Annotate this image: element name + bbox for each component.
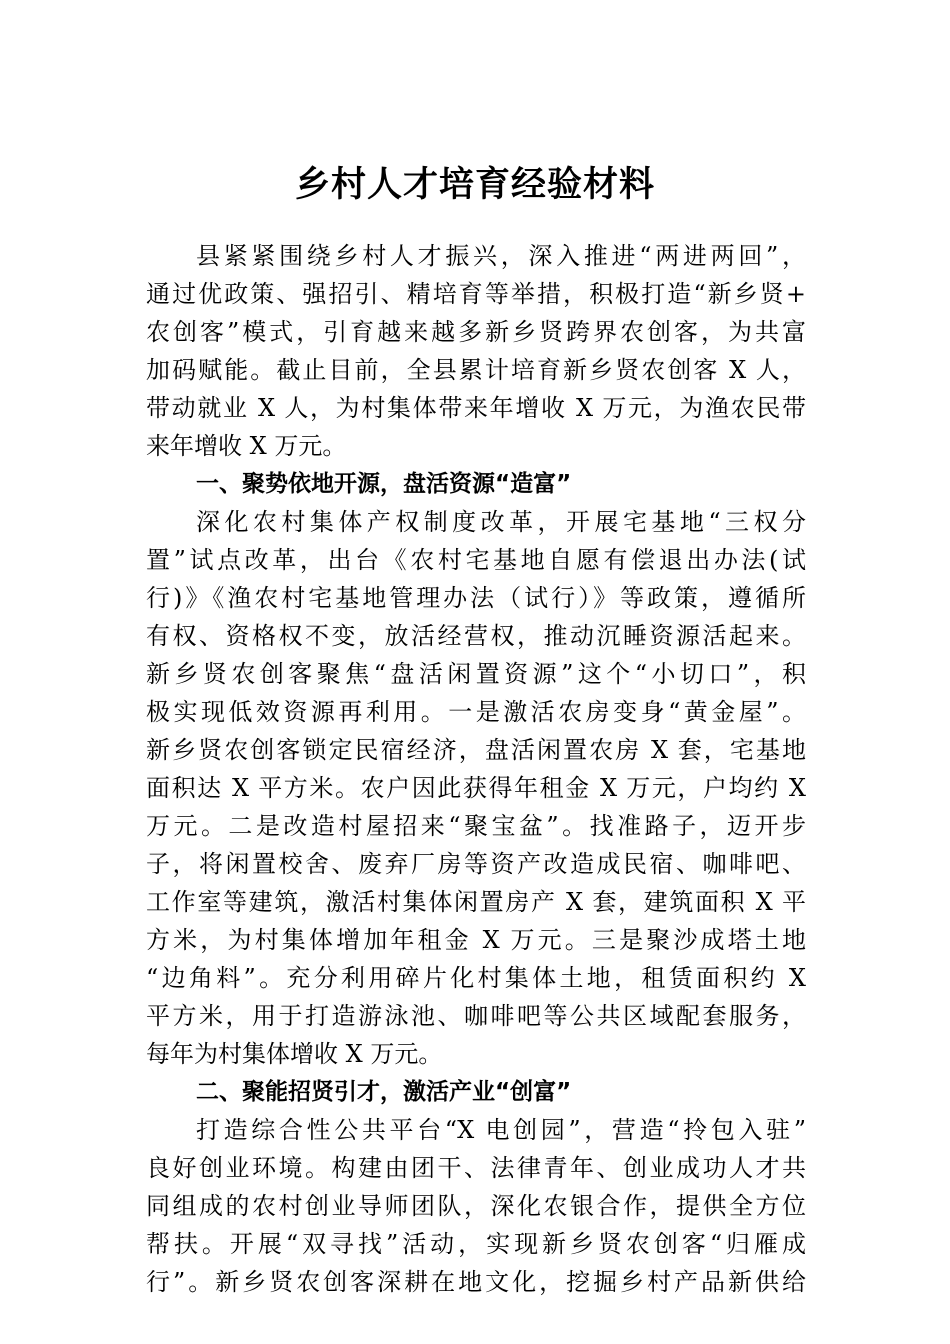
- paragraph-line: 良好创业环境。构建由团干、法律青年、创业成功人才共: [146, 1154, 806, 1182]
- paragraph-line: 面积达 X 平方米。农户因此获得年租金 X 万元，户均约 X: [146, 774, 806, 802]
- paragraph-line: “边角料”。充分利用碎片化村集体土地，租赁面积约 X: [146, 964, 806, 992]
- paragraph-line: 来年增收 X 万元。: [146, 432, 347, 460]
- paragraph-line: 帮扶。开展“双寻找”活动，实现新乡贤农创客“归雁成: [146, 1230, 806, 1258]
- paragraph-line: 置”试点改革，出台《农村宅基地自愿有偿退出办法(试: [146, 546, 806, 574]
- intro-paragraph: [146, 237, 806, 465]
- paragraph-line: 平方米，用于打造游泳池、咖啡吧等公共区域配套服务，: [146, 1002, 806, 1030]
- paragraph-line: 深化农村集体产权制度改革，开展宅基地“三权分: [196, 508, 806, 536]
- paragraph-line: 新乡贤农创客锁定民宿经济，盘活闲置农房 X 套，宅基地: [146, 736, 806, 764]
- paragraph-line: 农创客”模式，引育越来越多新乡贤跨界农创客，为共富: [146, 318, 806, 346]
- paragraph-line: 行)》《渔农村宅基地管理办法（试行）》等政策，遵循所: [146, 584, 806, 612]
- document-body: [146, 237, 806, 1301]
- paragraph-line: 方米，为村集体增加年租金 X 万元。三是聚沙成塔土地: [146, 926, 806, 954]
- paragraph-line: 通过优政策、强招引、精培育等举措，积极打造“新乡贤+: [146, 280, 806, 308]
- paragraph-line: 新乡贤农创客聚焦“盘活闲置资源”这个“小切口”，积: [146, 660, 806, 688]
- paragraph-line: 极实现低效资源再利用。一是激活农房变身“黄金屋”。: [146, 698, 806, 726]
- section-heading-1: 一、聚势依地开源，盘活资源“造富”: [196, 471, 572, 497]
- paragraph-line: 工作室等建筑，激活村集体闲置房产 X 套，建筑面积 X 平: [146, 888, 806, 916]
- paragraph-line: 打造综合性公共平台“X 电创园”，营造“拎包入驻”: [196, 1116, 806, 1144]
- section-heading-2: 二、聚能招贤引才，激活产业“创富”: [196, 1079, 572, 1105]
- section-1-paragraph: [146, 503, 806, 1073]
- section-2-paragraph: [146, 1111, 806, 1301]
- paragraph-line: 带动就业 X 人，为村集体带来年增收 X 万元，为渔农民带: [146, 394, 806, 422]
- paragraph-line: 子，将闲置校舍、废弃厂房等资产改造成民宿、咖啡吧、: [146, 850, 806, 878]
- paragraph-line: 县紧紧围绕乡村人才振兴，深入推进“两进两回”，: [196, 242, 806, 270]
- paragraph-line: 加码赋能。截止目前，全县累计培育新乡贤农创客 X 人，: [146, 356, 806, 384]
- paragraph-line: 同组成的农村创业导师团队，深化农银合作，提供全方位: [146, 1192, 806, 1220]
- paragraph-line: 万元。二是改造村屋招来“聚宝盆”。找准路子，迈开步: [146, 812, 806, 840]
- paragraph-line: 每年为村集体增收 X 万元。: [146, 1040, 443, 1068]
- document-title: 乡村人才培育经验材料: [294, 164, 655, 205]
- paragraph-line: 行”。新乡贤农创客深耕在地文化，挖掘乡村产品新供给: [146, 1268, 806, 1296]
- paragraph-line: 有权、资格权不变，放活经营权，推动沉睡资源活起来。: [146, 622, 806, 650]
